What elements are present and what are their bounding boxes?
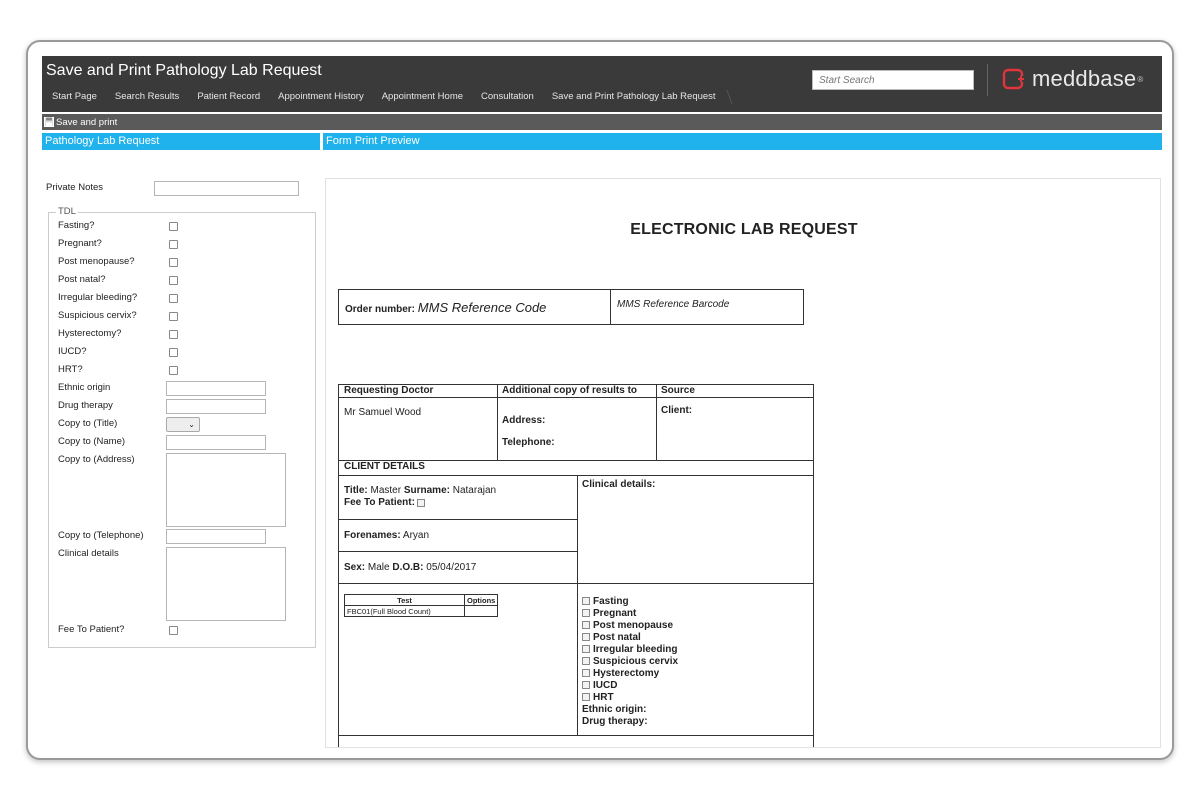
window-frame	[26, 40, 1174, 760]
copy-address-label: Copy to (Address)	[58, 454, 135, 465]
title-value: Master	[370, 485, 402, 496]
hysterectomy-preview-label: Hysterectomy	[593, 667, 660, 679]
logo-text: meddbase	[1032, 66, 1137, 91]
list-item	[582, 679, 678, 691]
header-bar	[42, 56, 1162, 112]
tests-table	[344, 594, 498, 617]
post-natal-label: Post natal?	[58, 274, 106, 285]
breadcrumb-start-page[interactable]: Start Page	[44, 88, 107, 106]
list-item	[582, 655, 678, 667]
meddbase-logo-icon	[1002, 67, 1026, 91]
sex-label: Sex:	[344, 562, 366, 573]
fasting-preview-checkbox	[582, 597, 590, 605]
clinical-details-label: Clinical details	[58, 548, 119, 559]
clinical-details-textarea[interactable]	[166, 547, 286, 621]
fee-to-patient-preview-label: Fee To Patient:	[344, 497, 415, 508]
lab-request-grid	[338, 384, 814, 748]
logo-divider	[987, 64, 988, 96]
sex-dob-line	[344, 562, 476, 573]
order-reference-code: MMS Reference Code	[417, 300, 547, 315]
post-menopause-preview-label: Post menopause	[593, 619, 674, 631]
breadcrumb-appointment-history[interactable]: Appointment History	[270, 88, 374, 106]
drug-therapy-preview-label: Drug therapy:	[582, 715, 648, 727]
irregular-bleeding-preview-checkbox	[582, 645, 590, 653]
forenames-label: Forenames:	[344, 530, 401, 541]
title-surname-line	[344, 485, 496, 496]
list-item	[582, 595, 678, 607]
reference-barcode: MMS Reference Barcode	[617, 299, 730, 310]
suspicious-cervix-preview-label: Suspicious cervix	[593, 655, 679, 667]
breadcrumb-current-page[interactable]: Save and Print Pathology Lab Request	[544, 88, 726, 106]
telephone-label: Telephone:	[502, 437, 555, 448]
order-number-cell	[339, 290, 611, 324]
clinical-details-preview-label: Clinical details:	[582, 479, 656, 490]
ethnic-origin-preview-label: Ethnic origin:	[582, 703, 647, 715]
forenames-line	[344, 530, 429, 541]
fee-to-patient-label: Fee To Patient?	[58, 624, 125, 635]
hrt-preview-checkbox	[582, 693, 590, 701]
list-item	[582, 619, 678, 631]
hysterectomy-label: Hysterectomy?	[58, 328, 122, 339]
hrt-label: HRT?	[58, 364, 83, 375]
surname-value: Natarajan	[452, 485, 497, 496]
grid-line	[339, 519, 577, 520]
drug-therapy-label: Drug therapy	[58, 400, 113, 411]
copy-title-select[interactable]: ⌄	[166, 417, 200, 432]
table-row	[345, 606, 498, 617]
fasting-label: Fasting?	[58, 220, 95, 231]
iucd-label: IUCD?	[58, 346, 87, 357]
dob-label: D.O.B:	[392, 562, 424, 573]
iucd-preview-checkbox	[582, 681, 590, 689]
breadcrumb-search-results[interactable]: Search Results	[107, 88, 189, 106]
section-header-pathology: Pathology Lab Request	[42, 133, 320, 150]
requesting-doctor-value: Mr Samuel Wood	[344, 407, 422, 418]
suspicious-cervix-preview-checkbox	[582, 657, 590, 665]
list-item	[582, 691, 678, 703]
grid-line	[656, 385, 657, 460]
list-item	[582, 607, 678, 619]
tdl-legend: TDL	[58, 206, 76, 217]
floppy-disk-icon	[44, 117, 54, 127]
client-label: Client:	[661, 405, 693, 416]
title-label: Title:	[344, 485, 368, 496]
grid-line	[339, 735, 813, 736]
private-notes-input[interactable]	[154, 181, 299, 196]
pregnant-preview-label: Pregnant	[593, 607, 637, 619]
document-title: ELECTRONIC LAB REQUEST	[630, 221, 858, 238]
breadcrumb-patient-record[interactable]: Patient Record	[189, 88, 270, 106]
save-and-print-label: Save and print	[56, 116, 118, 128]
post-natal-checkbox[interactable]	[169, 276, 178, 285]
post-natal-preview-checkbox	[582, 633, 590, 641]
options-column-header: Options	[465, 595, 498, 606]
irregular-bleeding-label: Irregular bleeding?	[58, 292, 138, 303]
address-label: Address:	[502, 415, 546, 426]
search-input[interactable]	[812, 70, 974, 90]
preview-checklist	[582, 595, 678, 727]
suspicious-cervix-checkbox[interactable]	[169, 312, 178, 321]
post-menopause-label: Post menopause?	[58, 256, 135, 267]
post-menopause-preview-checkbox	[582, 621, 590, 629]
iucd-checkbox[interactable]	[169, 348, 178, 357]
copy-name-input[interactable]	[166, 435, 266, 450]
grid-line	[339, 551, 577, 552]
ethnic-origin-label: Ethnic origin	[58, 382, 111, 393]
irregular-bleeding-checkbox[interactable]	[169, 294, 178, 303]
private-notes-label: Private Notes	[46, 182, 104, 193]
fee-to-patient-checkbox[interactable]	[169, 626, 178, 635]
copy-name-label: Copy to (Name)	[58, 436, 126, 447]
suspicious-cervix-label: Suspicious cervix?	[58, 310, 137, 321]
client-details-header: CLIENT DETAILS	[344, 461, 425, 472]
post-natal-preview-label: Post natal	[593, 631, 641, 643]
breadcrumb	[44, 88, 726, 106]
additional-copy-header: Additional copy of results to	[502, 385, 638, 396]
fee-to-patient-line	[344, 497, 425, 508]
tests-table-header	[345, 595, 498, 606]
pregnant-label: Pregnant?	[58, 238, 102, 249]
list-item	[582, 631, 678, 643]
drug-therapy-input[interactable]	[166, 399, 266, 414]
pregnant-checkbox[interactable]	[169, 240, 178, 249]
app	[42, 56, 1162, 748]
toolbar	[42, 114, 1162, 130]
irregular-bleeding-preview-label: Irregular bleeding	[593, 643, 678, 655]
grid-line	[339, 397, 813, 398]
section-header-preview: Form Print Preview	[323, 133, 1162, 150]
pregnant-preview-checkbox	[582, 609, 590, 617]
hrt-checkbox[interactable]	[169, 366, 178, 375]
save-and-print-button[interactable]	[42, 117, 117, 128]
meddbase-logo: meddbase ®	[1002, 66, 1143, 92]
ethnic-origin-input[interactable]	[166, 381, 266, 396]
fasting-preview-label: Fasting	[593, 595, 629, 607]
breadcrumb-appointment-home[interactable]: Appointment Home	[374, 88, 473, 106]
page-title: Save and Print Pathology Lab Request	[46, 62, 322, 79]
requesting-doctor-header: Requesting Doctor	[344, 385, 434, 396]
source-header: Source	[661, 385, 695, 396]
iucd-preview-label: IUCD	[593, 679, 618, 691]
copy-title-label: Copy to (Title)	[58, 418, 118, 429]
fee-to-patient-preview-checkbox	[417, 499, 425, 507]
order-number-label: Order number:	[345, 304, 416, 315]
sex-value: Male	[367, 562, 390, 573]
test-options-cell	[465, 606, 498, 617]
copy-telephone-input[interactable]	[166, 529, 266, 544]
post-menopause-checkbox[interactable]	[169, 258, 178, 267]
grid-line	[339, 583, 813, 584]
grid-line	[497, 385, 498, 460]
hysterectomy-checkbox[interactable]	[169, 330, 178, 339]
hrt-preview-label: HRT	[593, 691, 614, 703]
copy-telephone-label: Copy to (Telephone)	[58, 530, 144, 541]
list-item	[582, 667, 678, 679]
grid-line	[577, 475, 578, 735]
dob-value: 05/04/2017	[426, 562, 477, 573]
form-print-preview	[325, 178, 1161, 748]
grid-line	[339, 475, 813, 476]
fasting-checkbox[interactable]	[169, 222, 178, 231]
forenames-value: Aryan	[402, 530, 430, 541]
test-column-header: Test	[345, 595, 465, 606]
list-item	[582, 643, 678, 655]
breadcrumb-consultation[interactable]: Consultation	[473, 88, 544, 106]
test-name-cell: FBC01(Full Blood Count)	[345, 606, 465, 617]
hysterectomy-preview-checkbox	[582, 669, 590, 677]
surname-label: Surname:	[403, 485, 450, 496]
copy-address-textarea[interactable]	[166, 453, 286, 527]
lab-request-form	[42, 150, 320, 748]
order-number-box	[338, 289, 804, 325]
